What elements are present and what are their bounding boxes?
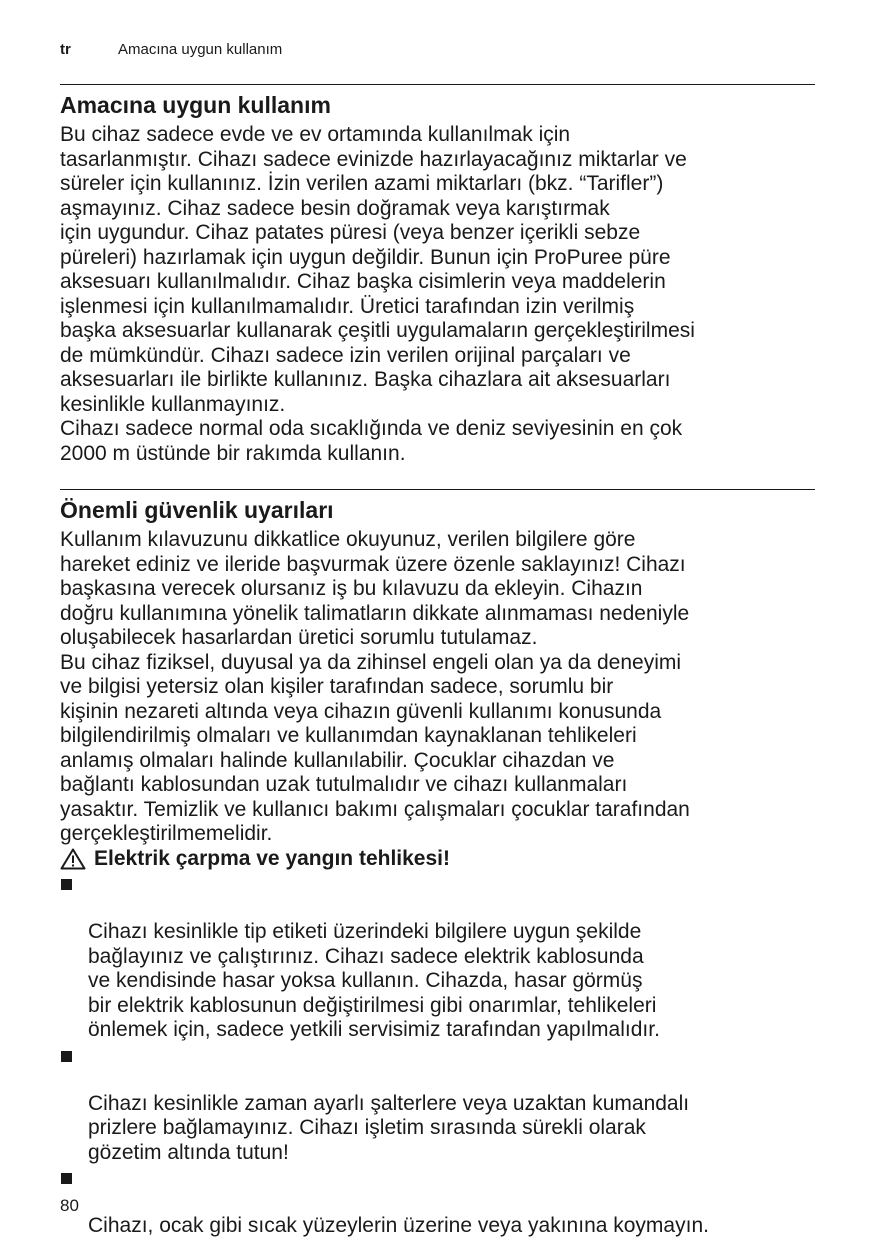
warning-title-text: Elektrik çarpma ve yangın tehlikesi! <box>94 846 450 870</box>
square-bullet-icon <box>61 879 72 890</box>
bullet-text: Cihazı kesinlikle zaman ayarlı şalterlere veya uzaktan kumandalı prizlere bağlamayınız. Cihazı işletim sırasında sürekli olarak gözetim altında tutun! <box>88 1091 690 1164</box>
bullet-text: Cihazı kesinlikle tip etiketi üzerindeki bilgilere uygun şekilde bağlayınız ve çalıştırınız. Cihazı sadece elektrik kablosunda ve kendisinde hasar yoksa kullanın. Cihazda, hasar görmüş bir elektrik kablosunun değiştirilmesi gibi onarımlar, tehlikeleri önlemek için, sadece yetkili servisimiz tarafından yapılmalıdır. <box>88 920 660 1041</box>
square-bullet-icon <box>61 1051 72 1062</box>
safety-paragraph-1: Kullanım kılavuzunu dikkatlice okuyunuz, verilen bilgilere göre hareket ediniz ve ileride başvurmak üzere özenle saklayınız! Cihazı başkasına verecek olursanız iş bu kılavuzu da ekleyin. Cihazın doğru kullanımına yönelik talimatların dikkate alınmaması nedeniyle oluşabilecek hasarlardan üretici sorumlu tutulamaz. <box>60 528 690 649</box>
running-header-title: Amacına uygun kullanım <box>118 41 283 58</box>
warning-triangle-icon <box>60 848 86 870</box>
intended-use-heading: Amacına uygun kullanım <box>60 92 331 118</box>
square-bullet-icon <box>61 1173 72 1184</box>
section-divider <box>60 489 815 490</box>
running-header <box>60 41 282 59</box>
page-number: 80 <box>60 1196 79 1215</box>
electric-shock-warning-title <box>60 847 820 872</box>
list-item <box>60 871 820 1043</box>
safety-section <box>60 496 820 1239</box>
intended-use-paragraph-2: Cihazı sadece normal oda sıcaklığında ve deniz seviyesinin en çok 2000 m üstünde bir rakımda kullanın. <box>60 417 683 465</box>
list-item <box>60 1043 820 1166</box>
bullet-text: Cihazı, ocak gibi sıcak yüzeylerin üzerine veya yakınına koymayın. <box>88 1214 709 1237</box>
safety-paragraph-2: Bu cihaz fiziksel, duyusal ya da zihinsel engeli olan ya da deneyimi ve bilgisi yetersiz olan kişiler tarafından sadece, sorumlu bir kişinin nezareti altında veya cihazın güvenli kullanımı konusunda bilgilendirilmiş olmaları ve kullanımdan kaynaklanan tehlikeleri anlamış olmaları halinde kullanılabilir. Çocuklar cihazdan ve bağlantı kablosundan uzak tutulmalıdır ve cihazı kullanmaları yasaktır. Temizlik ve kullanıcı bakımı çalışmaları çocuklar tarafından gerçekleştirilmemelidir. <box>60 650 690 845</box>
intended-use-paragraph-1: Bu cihaz sadece evde ve ev ortamında kullanılmak için tasarlanmıştır. Cihazı sadece evinizde hazırlayacağınız miktarlar ve süreler için kullanınız. İzin verilen azami miktarları (bkz. “Tarifler”) aşmayınız. Cihaz sadece besin doğramak veya karıştırmak için uygundur. Cihaz patates püresi (veya benzer içerikli sebze püreleri) hazırlamak için uygun değildir. Bunun için ProPuree püre aksesuarı kullanılmalıdır. Cihaz başka cisimlerin veya maddelerin işlenmesi için kullanılmamalıdır. Üretici tarafından izin verilmiş başka aksesuarlar kullanarak çeşitli uygulamaların gerçekleştirilmesi de mümkündür. Cihazı sadece izin verilen orijinal parçaları ve aksesuarları ile birlikte kullanınız. Başka cihazlara ait aksesuarları kesinlikle kullanmayınız. <box>60 123 695 416</box>
intended-use-section <box>60 91 820 466</box>
warning-bullet-list <box>60 871 820 1239</box>
safety-heading: Önemli güvenlik uyarıları <box>60 497 334 523</box>
top-divider <box>60 84 815 85</box>
language-code: tr <box>60 41 71 58</box>
list-item <box>60 1165 820 1239</box>
